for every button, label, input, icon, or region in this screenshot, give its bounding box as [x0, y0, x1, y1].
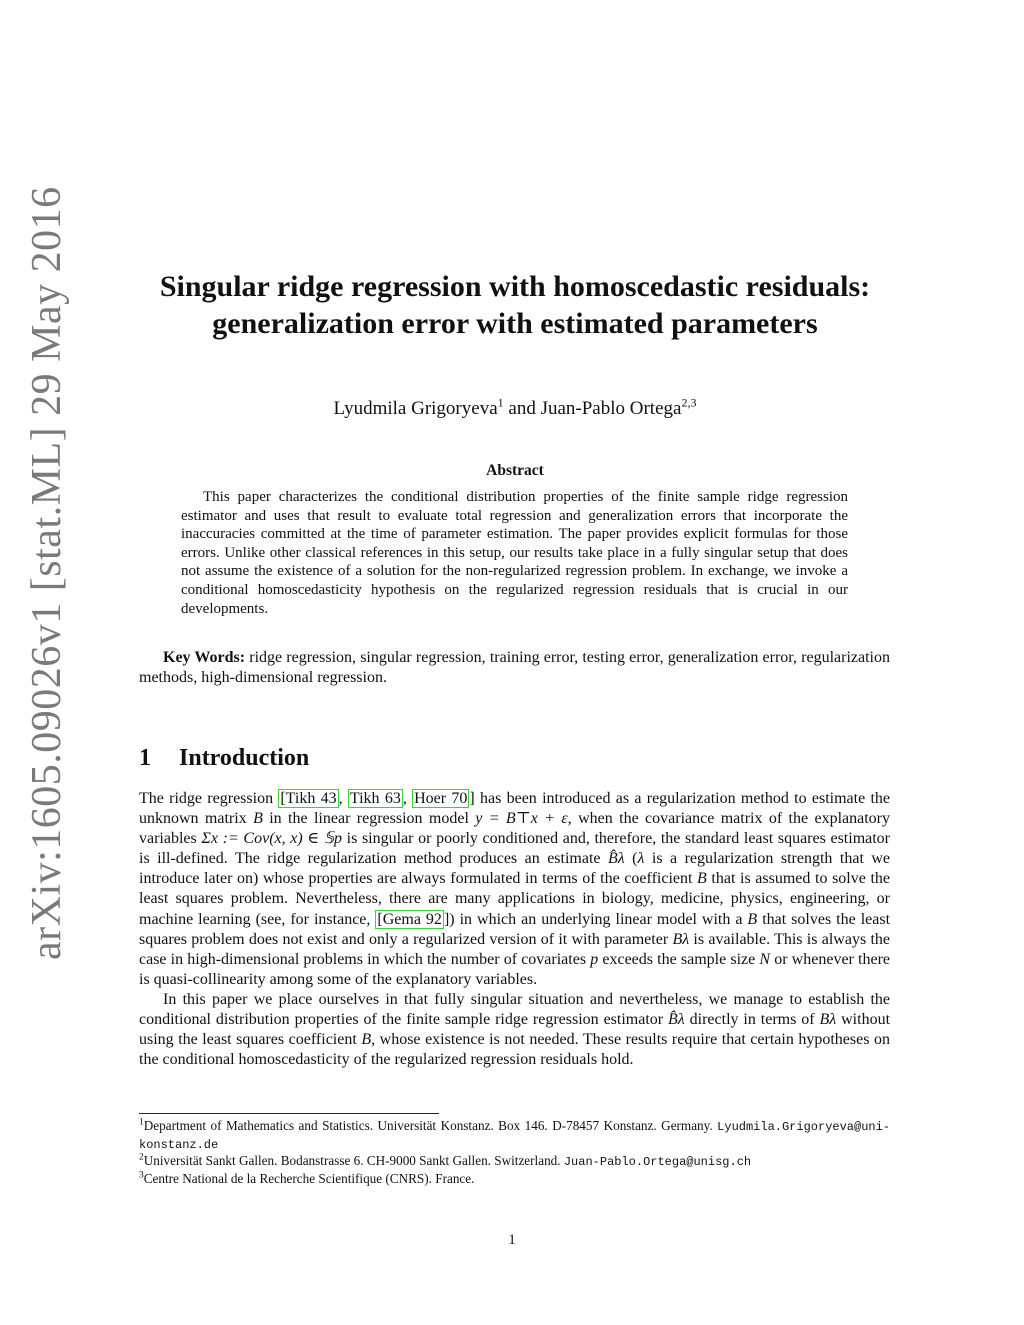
- text-run: In this paper we place ourselves in that fully singular situation and nevertheless, we manage to establish the conditional distribution properties of the finite sample ridge regression estimator: [139, 990, 890, 1029]
- text-run: ,: [402, 790, 413, 807]
- text-run: ,: [338, 790, 348, 807]
- text-run: is a regularization strength that we introduce later on) whose properties are always formulated in terms of the coefficient: [139, 850, 891, 888]
- math-formula: y = B⊤x + ε: [475, 810, 568, 828]
- introduction-body: [139, 789, 890, 1070]
- keywords-label: Key Words:: [163, 649, 246, 666]
- footnote-marker: 1: [139, 1117, 144, 1128]
- section-heading: [139, 745, 309, 772]
- math-symbol: λ: [637, 850, 645, 868]
- footnote-text: Universität Sankt Gallen. Bodanstrasse 6. CH-9000 Sankt Gallen. Switzerland.: [143, 1153, 564, 1168]
- citation-link[interactable]: [Gema 92: [377, 910, 442, 928]
- citation-link[interactable]: Hoer 70: [414, 790, 468, 807]
- footnote: [139, 1171, 890, 1188]
- keywords-paragraph: [139, 648, 890, 688]
- abstract-heading: Abstract: [486, 462, 544, 479]
- text-run: ]) in which an underlying linear model with a: [443, 910, 748, 928]
- affiliation-marker: 2,3: [681, 395, 697, 410]
- text-run: directly in terms of: [684, 1011, 820, 1029]
- abstract-text: This paper characterizes the conditional distribution properties of the finite sample ridge regression estimator and uses that result to evaluate total regression and generalization errors that incorporate the inaccuracies committed at the time of parameter estimation. The paper provides explicit formulas for those errors. Unlike other classical references in this setup, our results take place in a fully singular setup that does not assume the existence of a solution for the non-regularized regression problem. In exchange, we invoke a conditional homoscedasticity hypothesis on the regularized regression residuals that is crucial in our developments.: [181, 489, 848, 617]
- text-run: that solves the least squares problem does not exist and only a regularized version of it with parameter: [139, 910, 891, 948]
- footnote-marker: 3: [139, 1170, 144, 1181]
- keywords-text: ridge regression, singular regression, training error, testing error, generalization error, regularization methods, high-dimensional regression.: [139, 649, 890, 686]
- text-run: ]: [469, 790, 475, 807]
- math-formula: Σx := Cov(x, x) ∈ 𝕊p: [201, 830, 342, 848]
- author-conjunction: and: [503, 398, 541, 419]
- text-run: , when the covariance matrix of the explanatory variables: [139, 810, 890, 848]
- arxiv-identifier: arXiv:1605.09026v1 [stat.ML] 29 May 2016: [24, 186, 70, 960]
- text-run: (: [624, 850, 638, 868]
- math-symbol: B̂λ: [668, 1011, 685, 1029]
- paper-title: Singular ridge regression with homoscedastic residuals: generalization error with estimated parameters: [159, 270, 871, 340]
- math-symbol: p: [590, 950, 599, 968]
- text-run: has been introduced as a regularization method to estimate the unknown matrix: [139, 790, 891, 828]
- math-symbol: N: [759, 950, 771, 968]
- section-number: 1: [139, 745, 151, 771]
- citation-link[interactable]: [Tikh 43: [280, 790, 337, 807]
- author-name: Lyudmila Grigoryeva: [333, 398, 498, 419]
- math-symbol: Bλ: [672, 930, 690, 948]
- text-run: is available. This is always the case in high-dimensional problems in which the number of covariates: [139, 930, 890, 968]
- author-name: Juan-Pablo Ortega: [540, 398, 682, 419]
- text-run: The ridge regression: [139, 790, 279, 807]
- text-run: that is assumed to solve the least squares problem. Nevertheless, there are many applications in biology, medicine, physics, engineering, or machine learning (see, for instance,: [139, 870, 890, 928]
- page-number: 1: [508, 1232, 516, 1248]
- paragraph: [139, 789, 890, 990]
- affiliation-marker: 1: [497, 395, 504, 410]
- math-symbol: B: [253, 810, 263, 828]
- footnotes: [139, 1118, 890, 1187]
- text-run: , whose existence is not needed. These results require that certain hypotheses on the conditional homoscedasticity of the regularized regression residuals hold.: [139, 1031, 890, 1069]
- footnote: [139, 1153, 890, 1171]
- text-run: exceeds the sample size: [598, 950, 760, 968]
- footnote-marker: 2: [139, 1152, 144, 1163]
- math-symbol: B: [747, 910, 758, 928]
- text-run: in the linear regression model: [262, 810, 476, 828]
- email-link[interactable]: Lyudmila.Grigoryeva@uni-konstanz.de: [139, 1120, 890, 1152]
- math-symbol: B: [697, 870, 707, 888]
- footnote-text: Centre National de la Recherche Scientifique (CNRS). France.: [143, 1170, 475, 1186]
- text-run: is singular or poorly conditioned and, therefore, the standard least squares estimator is ill-defined. The ridge regularization method produces an estimate: [139, 830, 891, 868]
- text-run: without using the least squares coefficient: [139, 1011, 891, 1049]
- math-symbol: Bλ: [819, 1011, 837, 1029]
- citation-link[interactable]: Tikh 63: [349, 790, 401, 807]
- footnote-divider: [139, 1113, 439, 1114]
- footnote: [139, 1118, 890, 1153]
- math-symbol: B: [361, 1031, 372, 1049]
- author-line: [150, 395, 880, 420]
- section-title: Introduction: [179, 745, 310, 771]
- paragraph: [139, 990, 890, 1070]
- text-run: or whenever there is quasi-collinearity among some of the explanatory variables.: [139, 950, 891, 988]
- math-symbol: B̂λ: [607, 850, 625, 868]
- email-link[interactable]: Juan-Pablo.Ortega@unisg.ch: [563, 1155, 752, 1169]
- footnote-text: Department of Mathematics and Statistics. Universität Konstanz. Box 146. D-78457 Konstanz. Germany.: [143, 1118, 718, 1133]
